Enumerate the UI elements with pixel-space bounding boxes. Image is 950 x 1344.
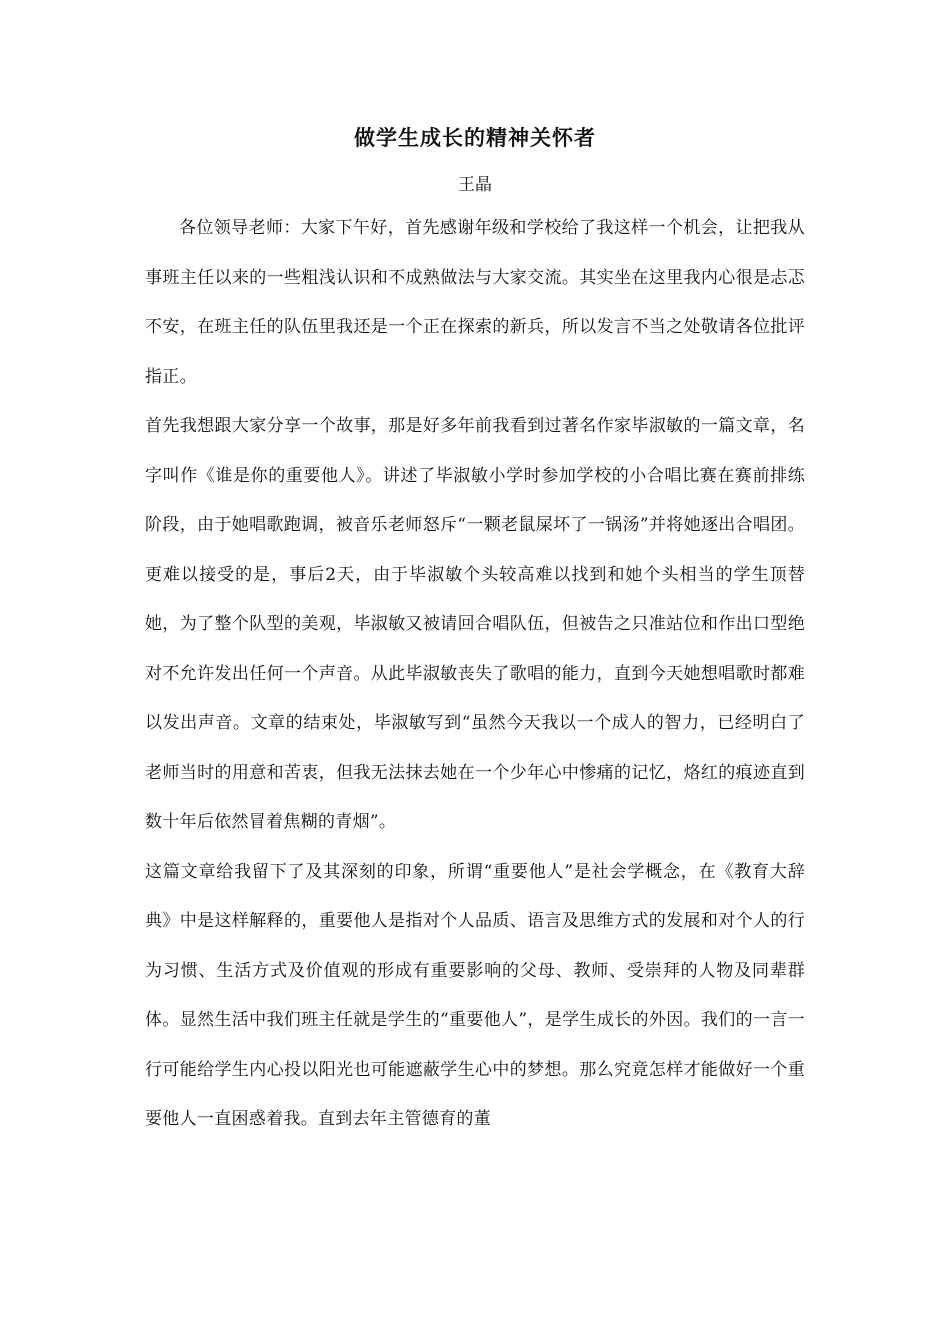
document-author: 王晶 <box>458 175 492 195</box>
paragraph-reflection: 这篇文章给我留下了及其深刻的印象，所谓“重要他人”是社会学概念，在《教育大辞典》中是这样解释的，重要他人是指对个人品质、语言及思维方式的发展和对个人的行为习惯、生活方式及价值观的形成有重要影响的父母、教师、受崇拜的人物及同辈群体。显然生活中我们班主任就是学生的“重要他人”，是学生成长的外因。我们的一言一行可能给学生内心投以阳光也可能遮蔽学生心中的梦想。那么究竟怎样才能做好一个重要他人一直困惑着我。直到去年主管德育的董 <box>145 861 805 1129</box>
document-page <box>145 118 805 1145</box>
document-title: 做学生成长的精神关怀者 <box>354 126 596 150</box>
paragraph-story: 首先我想跟大家分享一个故事，那是好多年前我看到过著名作家毕淑敏的一篇文章，名字叫作《谁是你的重要他人》。讲述了毕淑敏小学时参加学校的小合唱比赛在赛前排练阶段，由于她唱歌跑调，被音乐老师怒斥“一颗老鼠屎坏了一锅汤”并将她逐出合唱团。更难以接受的是，事后2天，由于毕淑敏个头较高难以找到和她个头相当的学生顶替她，为了整个队型的美观，毕淑敏又被请回合唱队伍，但被告之只准站位和作出口型绝对不允许发出任何一个声音。从此毕淑敏丧失了歌唱的能力，直到今天她想唱歌时都难以发出声音。文章的结束处，毕淑敏写到“虽然今天我以一个成人的智力，已经明白了老师当时的用意和苦衷，但我无法抹去她在一个少年心中惨痛的记忆，烙红的痕迹直到数十年后依然冒着焦糊的青烟”。 <box>145 416 805 832</box>
paragraph-greeting: 各位领导老师：大家下午好，首先感谢年级和学校给了我这样一个机会，让把我从事班主任以来的一些粗浅认识和不成熟做法与大家交流。其实坐在这里我内心很是忐忑不安，在班主任的队伍里我还是一个正在探索的新兵，所以发言不当之处敬请各位批评指正。 <box>145 218 805 387</box>
